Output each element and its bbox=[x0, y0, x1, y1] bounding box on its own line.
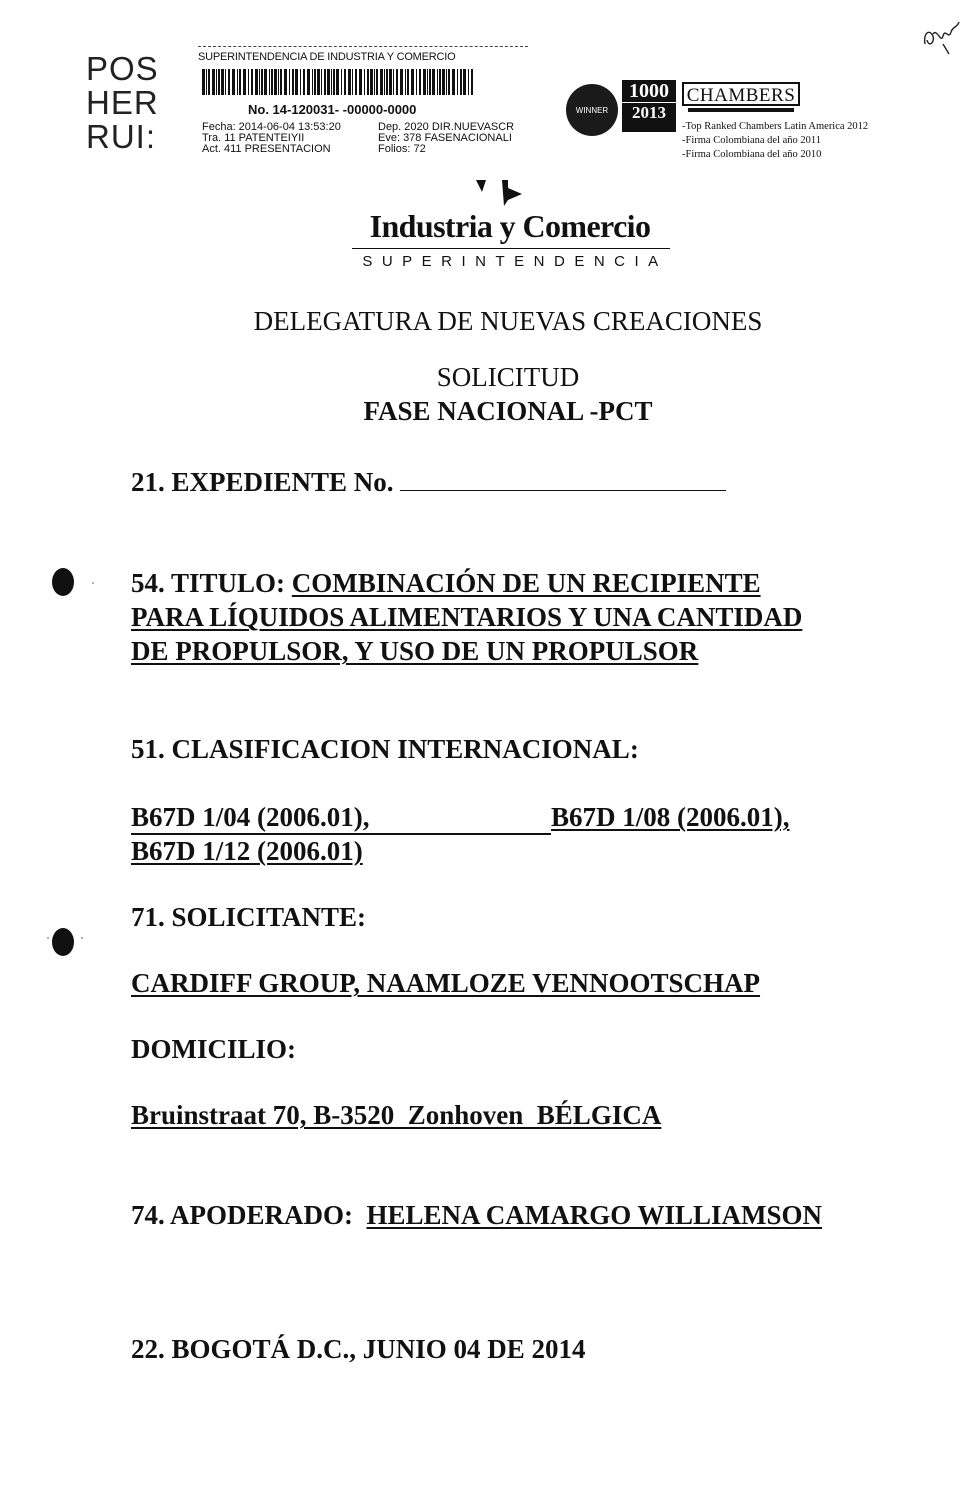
solicitante-label: 71. SOLICITANTE: bbox=[131, 902, 367, 932]
handwritten-initials-signature bbox=[919, 14, 963, 58]
stamp-folios: Folios: 72 bbox=[378, 143, 426, 155]
punch-hole-top bbox=[52, 568, 74, 596]
award-line-3: -Firma Colombiana del año 2010 bbox=[682, 149, 822, 160]
sic-logo-name: Industria y Comercio bbox=[369, 208, 651, 244]
titulo-value-2: PARA LÍQUIDOS ALIMENTARIOS Y UNA CANTIDAD bbox=[131, 602, 803, 632]
award-line-1: -Top Ranked Chambers Latin America 2012 bbox=[682, 121, 869, 132]
award-line-2: -Firma Colombiana del año 2011 bbox=[682, 135, 822, 146]
speck bbox=[47, 937, 49, 939]
domicilio-label: DOMICILIO: bbox=[131, 1034, 297, 1064]
stamp-eve: Eve: 378 FASENACIONALI bbox=[378, 132, 512, 144]
winner-badge-icon bbox=[566, 84, 618, 136]
punch-hole-bottom bbox=[52, 928, 74, 956]
filing-stamp bbox=[198, 46, 528, 155]
awards-list bbox=[682, 120, 868, 162]
titulo-value-3: DE PROPULSOR, Y USO DE UN PROPULSOR bbox=[131, 636, 699, 666]
sic-logo-subtitle: SUPERINTENDENCIA bbox=[362, 253, 668, 270]
solicitud-heading: SOLICITUD bbox=[436, 362, 580, 392]
fecha-field: 22. BOGOTÁ D.C., JUNIO 04 DE 2014 bbox=[131, 1334, 586, 1364]
stamp-number: No. 14-120031- -00000-0000 bbox=[248, 102, 417, 117]
titulo-label: 54. TITULO: bbox=[131, 568, 286, 598]
stamp-header: SUPERINTENDENCIA DE INDUSTRIA Y COMERCIO bbox=[198, 46, 528, 63]
apoderado-value: HELENA CAMARGO WILLIAMSON bbox=[366, 1200, 823, 1230]
chambers-logo: CHAMBERS bbox=[682, 82, 800, 106]
stamp-act: Act. 411 PRESENTACION bbox=[202, 143, 331, 155]
domicilio-value: Bruinstraat 70, B-3520 Zonhoven BÉLGICA bbox=[131, 1100, 662, 1130]
chambers-logo-bar bbox=[688, 108, 794, 112]
firm-awards bbox=[566, 80, 906, 170]
barcode bbox=[202, 69, 474, 95]
stamp-tra: Tra. 11 PATENTEIYII bbox=[202, 132, 305, 144]
firm-logo-line-2: HER bbox=[86, 86, 159, 120]
speck bbox=[81, 937, 83, 939]
stamp-fecha: Fecha: 2014-06-04 13:53:20 bbox=[202, 121, 341, 133]
ranking-1000-label: 1000 bbox=[629, 80, 669, 102]
clasificacion-line-1 bbox=[131, 802, 811, 835]
firm-logo-line-1: POS bbox=[86, 52, 159, 86]
firm-logo-line-3: RUI: bbox=[86, 120, 156, 154]
fase-heading: FASE NACIONAL -PCT bbox=[363, 396, 653, 426]
apoderado-label: 74. APODERADO: bbox=[131, 1200, 353, 1230]
stamp-details bbox=[202, 122, 514, 155]
clasificacion-value-2: B67D 1/08 (2006.01), bbox=[551, 802, 790, 832]
titulo-line-1 bbox=[131, 568, 761, 599]
sic-logo-divider bbox=[352, 248, 670, 249]
winner-badge-label: WINNER bbox=[575, 105, 609, 115]
expediente-blank bbox=[400, 466, 726, 491]
solicitante-value: CARDIFF GROUP, NAAMLOZE VENNOOTSCHAP bbox=[131, 968, 761, 998]
clasificacion-value-1: B67D 1/04 (2006.01), bbox=[131, 802, 551, 835]
firm-logo-fragment bbox=[86, 52, 176, 154]
ranking-1000-year: 2013 bbox=[622, 102, 676, 123]
ranking-1000-badge bbox=[622, 80, 676, 124]
clasificacion-label: 51. CLASIFICACION INTERNACIONAL: bbox=[131, 734, 639, 764]
clasificacion-value-3: B67D 1/12 (2006.01) bbox=[131, 836, 363, 866]
sic-emblem-icon bbox=[468, 178, 532, 208]
speck bbox=[92, 582, 94, 584]
expediente-label: 21. EXPEDIENTE No. bbox=[131, 467, 394, 497]
delegatura-heading: DELEGATURA DE NUEVAS CREACIONES bbox=[253, 306, 763, 336]
titulo-value-1: COMBINACIÓN DE UN RECIPIENTE bbox=[291, 568, 761, 598]
apoderado-field bbox=[131, 1200, 822, 1231]
expediente-field bbox=[131, 466, 726, 498]
stamp-dep: Dep. 2020 DIR.NUEVASCR bbox=[378, 121, 515, 133]
